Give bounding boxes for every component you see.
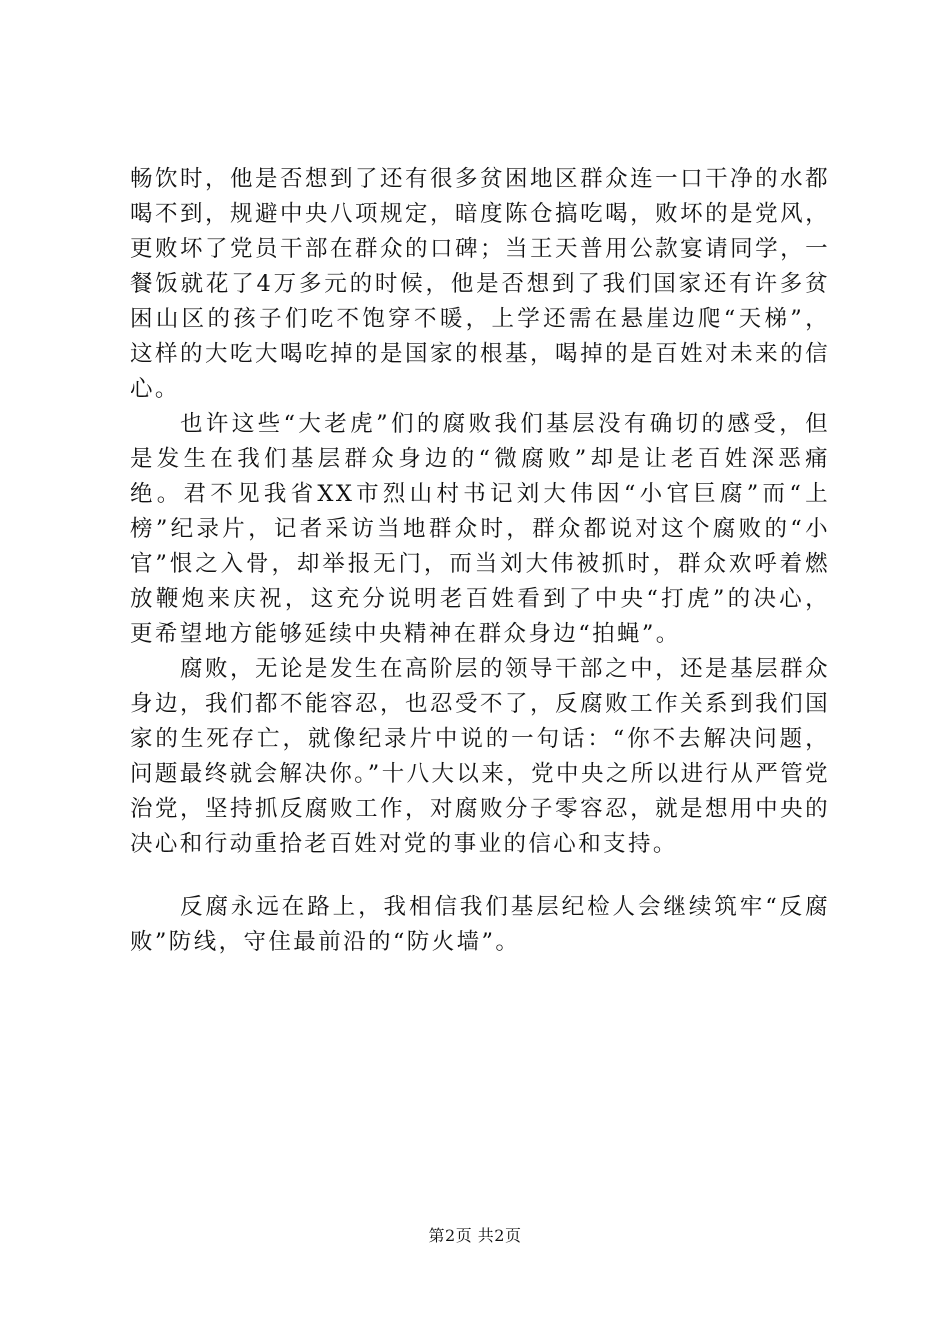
paragraph-zero-tolerance: 腐败，无论是发生在高阶层的领导干部之中，还是基层群众身边，我们都不能容忍，也忍受不了，反腐败工作关系到我们国家的生死存亡，就像纪录片中说的一句话：“你不去解决问题，问题最终就会解决你。”十八大以来，党中央之所以进行从严管党治党，坚持抓反腐败工作，对腐败分子零容忍，就是想用中央的决心和行动重拾老百姓对党的事业的信心和支持。 — [130, 656, 830, 857]
paragraph-continuation: 畅饮时，他是否想到了还有很多贫困地区群众连一口干净的水都喝不到，规避中央八项规定，暗度陈仓搞吃喝，败坏的是党风，更败坏了党员干部在群众的口碑；当王天普用公款宴请同学，一餐饭就花了4万多元的时候，他是否想到了我们国家还有许多贫困山区的孩子们吃不饱穿不暖，上学还需在悬崖边爬“天梯”，这样的大吃大喝吃掉的是国家的根基，喝掉的是百姓对未来的信心。 — [130, 166, 830, 402]
page-footer — [0, 1223, 950, 1246]
paragraph-conclusion: 反腐永远在路上，我相信我们基层纪检人会继续筑牢“反腐败”防线，守住最前沿的“防火墙”。 — [130, 894, 830, 955]
page-number-label: 第2页 共2页 — [428, 1226, 522, 1245]
document-body — [130, 162, 830, 960]
paragraph-micro-corruption: 也许这些“大老虎”们的腐败我们基层没有确切的感受，但是发生在我们基层群众身边的“微腐败”却是让老百姓深恶痛绝。君不见我省XX市烈山村书记刘大伟因“小官巨腐”而“上榜”纪录片，记者采访当地群众时，群众都说对这个腐败的“小官”恨之入骨，却举报无门，而当刘大伟被抓时，群众欢呼着燃放鞭炮来庆祝，这充分说明老百姓看到了中央“打虎”的决心，更希望地方能够延续中央精神在群众身边“拍蝇”。 — [130, 411, 830, 647]
